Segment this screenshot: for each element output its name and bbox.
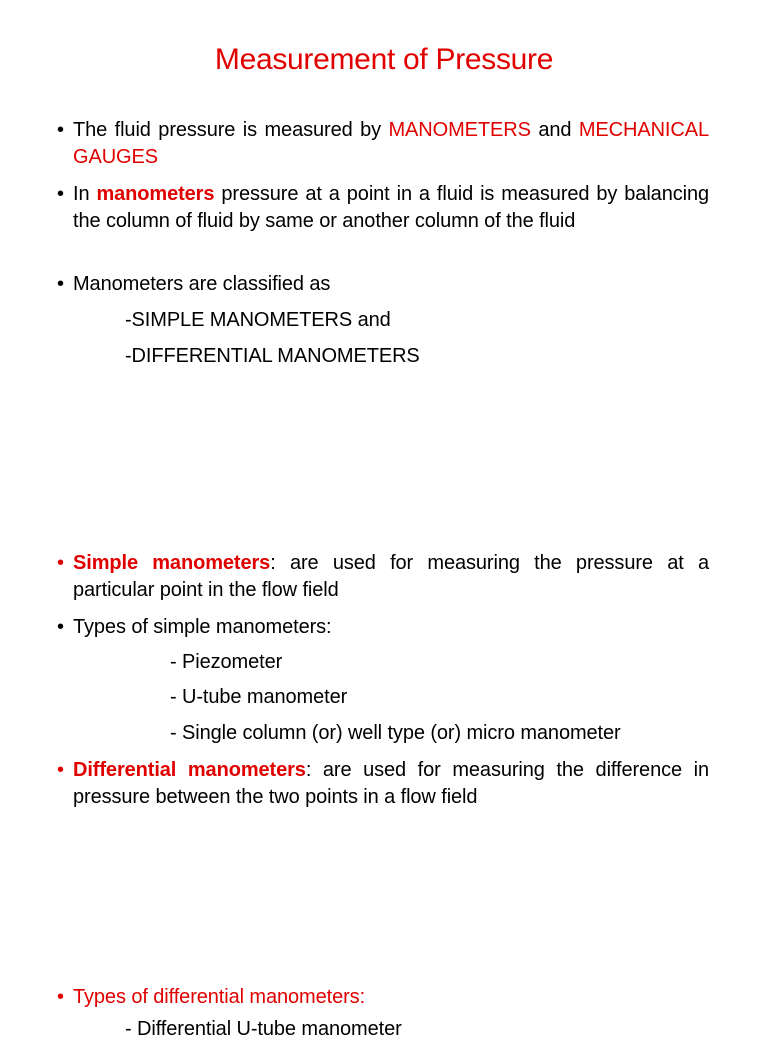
classification-differential: -DIFFERENTIAL MANOMETERS	[125, 345, 420, 367]
bullet-differential-manometers	[57, 757, 709, 811]
bullet-text: Types of simple manometers:	[73, 616, 332, 638]
differential-type-item-partial: - Differential U-tube manometer	[125, 1018, 402, 1040]
classification-simple: -SIMPLE MANOMETERS and	[125, 309, 391, 331]
bullet-icon: •	[57, 616, 64, 638]
bullet-text: Manometers are classified as	[73, 273, 331, 295]
manometers-term: manometers	[96, 183, 215, 205]
bullet-classification	[57, 271, 709, 298]
bullet-text: The fluid pressure is measured by MANOMETERS and MECHANICAL GAUGES	[73, 119, 709, 168]
bullet-icon: •	[57, 119, 64, 141]
bullet-icon: •	[57, 183, 64, 205]
bullet-icon: •	[57, 759, 64, 781]
simple-type-item: - Single column (or) well type (or) micro manometer	[170, 722, 621, 744]
bullet-measurement-methods	[57, 117, 709, 171]
bullet-manometers-definition	[57, 181, 709, 235]
simple-type-item: - Piezometer	[170, 651, 283, 673]
manometers-highlight: MANOMETERS	[388, 119, 531, 141]
simple-manometers-term: Simple manometers	[73, 552, 271, 574]
bullet-icon: •	[57, 552, 64, 574]
bullet-simple-types	[57, 614, 709, 641]
bullet-icon: •	[57, 273, 64, 295]
page-title: Measurement of Pressure	[214, 43, 554, 76]
bullet-text: Differential manometers: are used for measuring the difference in pressure between the two points in a flow field	[73, 759, 709, 808]
bullet-icon: •	[57, 986, 64, 1008]
mechanical-gauges-highlight: MECHANICAL GAUGES	[73, 119, 709, 168]
bullet-differential-types	[57, 984, 709, 1011]
bullet-text: Types of differential manometers:	[73, 986, 366, 1008]
differential-manometers-term: Differential manometers	[73, 759, 306, 781]
bullet-simple-manometers	[57, 550, 709, 604]
simple-type-item: - U-tube manometer	[170, 686, 348, 708]
bullet-text: In manometers pressure at a point in a fluid is measured by balancing the column of fluid by same or another column of the fluid	[73, 183, 710, 232]
bullet-text: Simple manometers: are used for measuring the pressure at a particular point in the flow field	[73, 552, 709, 601]
